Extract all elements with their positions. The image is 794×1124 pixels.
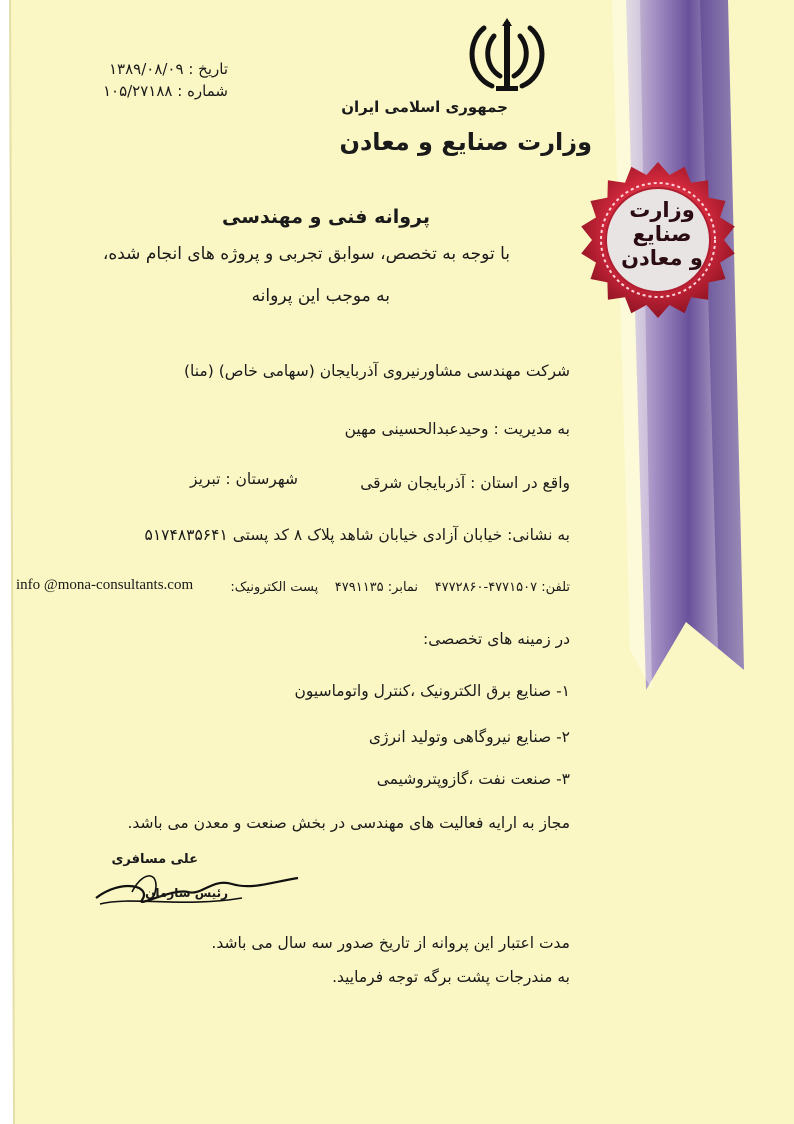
field-item: ۲- صنایع نیروگاهی وتولید انرژی [368,728,570,746]
seal-text [604,198,720,270]
fax: نمابر: ۴۷۹۱۱۳۵ [334,580,419,595]
email-link[interactable]: info @mona-consultants.com [16,577,194,593]
intro-line-2: به موجب این پروانه [251,286,390,306]
emblem-icon [462,18,552,94]
back-page-note: به مندرجات پشت برگه توجه فرمایید. [332,968,570,986]
seal-line-3: و معادن [621,246,703,270]
seal-line-2: صنایع [632,222,692,246]
address: به نشانی: خیابان آزادی خیابان شاهد پلاک ۸ کد پستی ۵۱۷۴۸۳۵۶۴۱ [144,526,570,544]
certificate-title: پروانه فنی و مهندسی [222,206,430,228]
field-item: ۳- صنعت نفت ،گازوپتروشیمی [376,770,570,788]
number-line [103,82,228,100]
number-label: شماره : [177,82,228,100]
date-line [109,60,228,78]
date-value: ۱۳۸۹/۰۸/۰۹ [108,60,184,78]
ministry-name: وزارت صنایع و معادن [339,128,592,156]
date-label: تاریخ : [188,60,228,78]
number-value: ۱۰۵/۲۷۱۸۸ [102,82,173,100]
contact-line [230,580,570,595]
intro-line-1: با توجه به تخصص، سوابق تجربی و پروژه های انجام شده، [102,244,510,264]
country-name: جمهوری اسلامی ایران [341,98,508,116]
validity-note: مدت اعتبار این پروانه از تاریخ صدور سه سال می باشد. [211,934,570,952]
company-name: شرکت مهندسی مشاورنیروی آذربایجان (سهامی خاص) (منا) [183,362,570,380]
signer-title: رئیس سازمان [145,886,228,900]
authorization-text: مجاز به ارایه فعالیت های مهندسی در بخش صنعت و معدن می باشد. [127,814,570,832]
city: شهرستان : تبریز [190,470,298,488]
phone: تلفن: ۴۷۷۱۵۰۷-۴۷۷۲۸۶۰ [434,580,570,595]
field-item: ۱- صنایع برق الکترونیک ،کنترل واتوماسیون [294,682,570,700]
province: واقع در استان : آذربایجان شرقی [360,474,570,492]
manager-name: به مدیریت : وحیدعبدالحسینی مهین [344,420,570,438]
seal-line-1: وزارت [629,198,695,222]
fields-heading: در زمینه های تخصصی: [423,630,570,648]
email-label: پست الکترونیک: [230,580,319,595]
signer-name: علی مسافری [111,852,198,867]
